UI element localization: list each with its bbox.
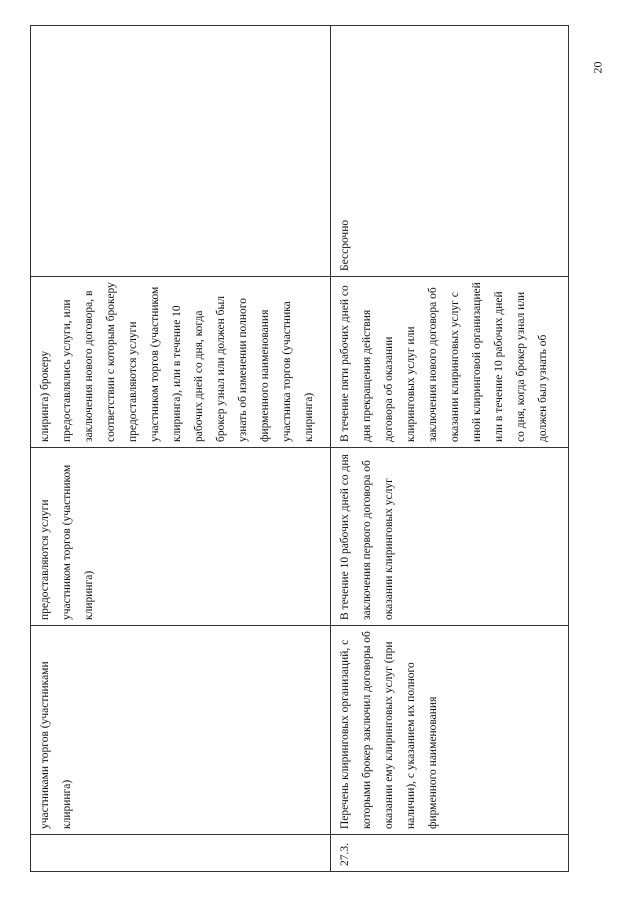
table-row [331, 26, 569, 872]
disclosure-term: предоставляются услуги участником торгов (участником клиринга) [39, 464, 95, 620]
change-term: клиринга) брокеру предоставлялись услуги, или заключения нового договора, в соответствии с которым брокеру предоставляются услуги участником торгов (участником клиринга), или в течение 10 рабочих дней со дня, когда брокер узнал или должен был узнать об изменении полного фирменного наименования участника торгов (участника клиринга) [39, 282, 315, 442]
row-number-cell [331, 835, 569, 872]
page-number [588, 56, 608, 78]
disclosure-term-cell [331, 448, 569, 626]
change-term-cell [31, 277, 331, 448]
table-row [31, 26, 331, 872]
change-term: В течение пяти рабочих дней со дня прекращения действия договора об оказании клиринговых услуг или заключения нового договора об оказании клиринговых услуг с иной клиринговой организацией или в течение 10 рабочих дней со дня, когда брокер узнал или должен был узнать об [339, 282, 549, 442]
row-number: 27.3. [339, 843, 351, 866]
disclosure-term: В течение 10 рабочих дней со дня заключения первого договора об оказании клиринговых услуг [339, 454, 395, 620]
item-name: участниками торгов (участниками клиринга) [39, 661, 73, 829]
item-name-cell [31, 626, 331, 835]
item-name-cell [331, 626, 569, 835]
retention-cell [31, 26, 331, 277]
disclosure-table [30, 25, 569, 872]
row-number-cell [31, 835, 331, 872]
item-name: Перечень клиринговых организаций, с которыми брокер заключил договоры об оказании ему клиринговых услуг (при наличии), с указанием их полного фирменного наименования [339, 631, 439, 829]
rotated-table-wrapper [30, 26, 568, 872]
retention-period: Бессрочно [339, 219, 351, 271]
page-number-text: 20 [590, 61, 605, 73]
disclosure-term-cell [31, 448, 331, 626]
retention-cell [331, 26, 569, 277]
change-term-cell [331, 277, 569, 448]
